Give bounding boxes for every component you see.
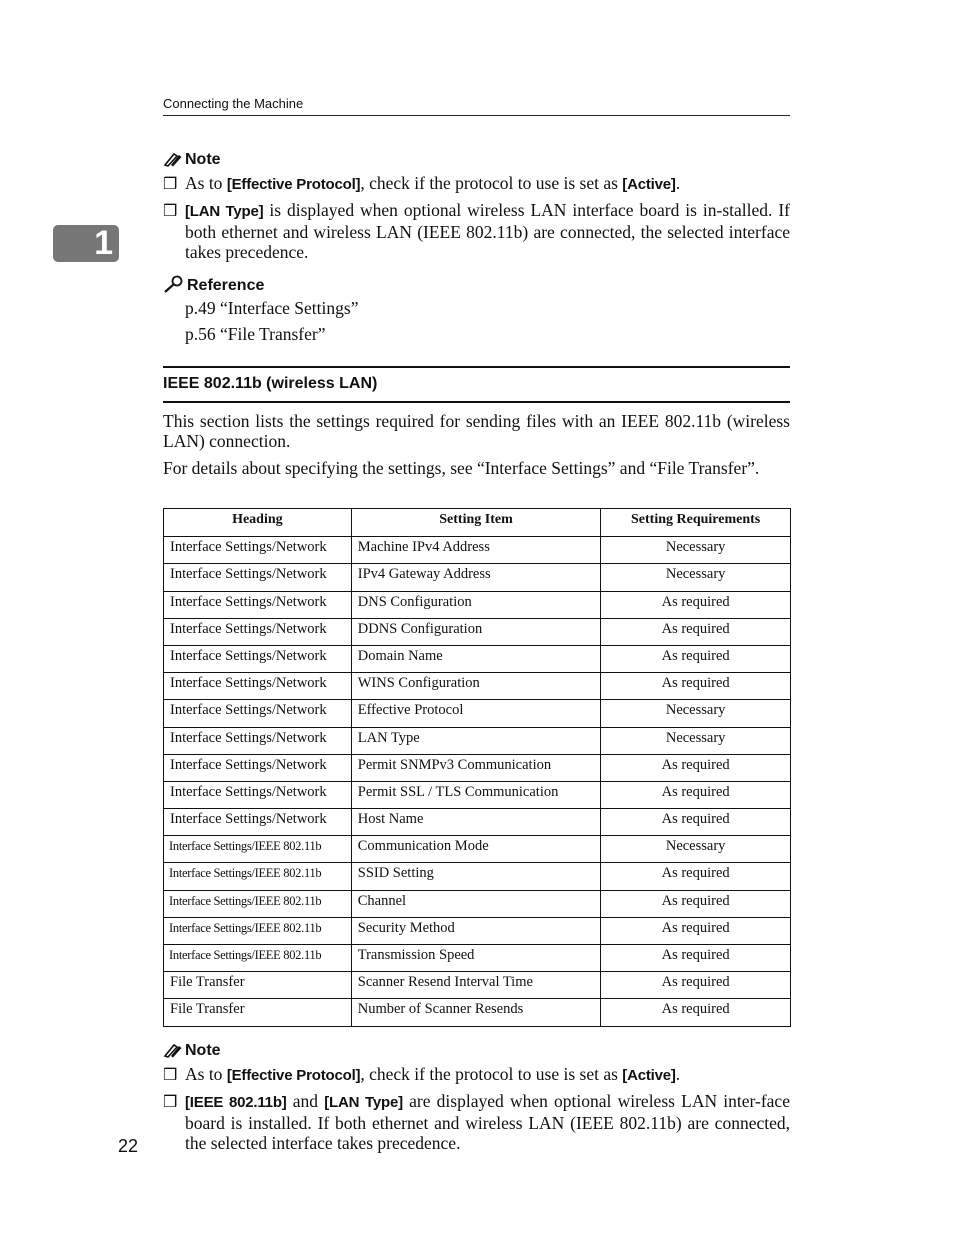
chapter-tab: 1: [53, 225, 119, 262]
table-cell: Transmission Speed: [351, 945, 601, 972]
table-row: [164, 727, 791, 754]
magnifier-reference-icon: [163, 275, 185, 293]
table-row: [164, 781, 791, 808]
table-cell: DNS Configuration: [351, 591, 601, 618]
reference-link[interactable]: p.56 “File Transfer”: [185, 324, 326, 344]
keyword: [LAN Type]: [324, 1094, 403, 1111]
reference-heading-label: Reference: [187, 277, 265, 294]
pencil-note-icon: [163, 1042, 183, 1058]
table-cell: Interface Settings/IEEE 802.11b: [164, 917, 352, 944]
section-paragraph: For details about specifying the settings, see “Interface Settings” and “File Transfer”.: [163, 458, 760, 478]
table-row: [164, 999, 791, 1026]
table-cell: Interface Settings/Network: [164, 591, 352, 618]
table-cell: Interface Settings/Network: [164, 618, 352, 645]
table-row: [164, 917, 791, 944]
table-row: [164, 863, 791, 890]
settings-table: [163, 508, 791, 1027]
table-row: [164, 890, 791, 917]
table-cell: Effective Protocol: [351, 700, 601, 727]
table-cell: As required: [601, 809, 791, 836]
note-bullet: ❒ [IEEE 802.11b] and [LAN Type] are displayed when optional wireless LAN inter-face board is installed. If both ethernet and wireless LAN (IEEE 802.11b) are connected, the selected interface takes precedence.: [163, 1091, 790, 1153]
table-cell: As required: [601, 673, 791, 700]
table-cell: Interface Settings/IEEE 802.11b: [164, 890, 352, 917]
table-cell: LAN Type: [351, 727, 601, 754]
table-cell: Domain Name: [351, 645, 601, 672]
table-cell: As required: [601, 972, 791, 999]
table-row: [164, 673, 791, 700]
keyword: [Effective Protocol]: [226, 1067, 361, 1084]
table-cell: Necessary: [601, 564, 791, 591]
table-cell: Communication Mode: [351, 836, 601, 863]
checkbox-bullet-icon: ❒: [163, 1094, 178, 1111]
table-cell: SSID Setting: [351, 863, 601, 890]
table-cell: Permit SSL / TLS Communication: [351, 781, 601, 808]
pencil-note-icon: [163, 151, 183, 167]
table-cell: As required: [601, 645, 791, 672]
page-number: 22: [118, 1136, 139, 1156]
table-cell: Number of Scanner Resends: [351, 999, 601, 1026]
reference-heading: [163, 275, 264, 295]
keyword: [LAN Type]: [185, 203, 264, 220]
table-cell: DDNS Configuration: [351, 618, 601, 645]
table-row: [164, 537, 791, 564]
table-cell: As required: [601, 945, 791, 972]
table-cell: As required: [601, 754, 791, 781]
reference-link[interactable]: p.49 “Interface Settings”: [185, 298, 359, 318]
table-cell: Necessary: [601, 836, 791, 863]
table-cell: Interface Settings/Network: [164, 781, 352, 808]
table-cell: Permit SNMPv3 Communication: [351, 754, 601, 781]
table-cell: Interface Settings/Network: [164, 727, 352, 754]
table-row: [164, 700, 791, 727]
keyword: [Active]: [622, 1067, 676, 1084]
table-cell: Interface Settings/Network: [164, 537, 352, 564]
table-cell: As required: [601, 890, 791, 917]
table-cell: Interface Settings/Network: [164, 754, 352, 781]
table-cell: IPv4 Gateway Address: [351, 564, 601, 591]
table-cell: Channel: [351, 890, 601, 917]
table-cell: As required: [601, 618, 791, 645]
table-cell: Interface Settings/IEEE 802.11b: [164, 945, 352, 972]
table-cell: Security Method: [351, 917, 601, 944]
table-cell: As required: [601, 591, 791, 618]
table-cell: As required: [601, 863, 791, 890]
table-row: [164, 972, 791, 999]
table-cell: Necessary: [601, 700, 791, 727]
table-cell: Necessary: [601, 537, 791, 564]
note-bullet: ❒ [LAN Type] is displayed when optional wireless LAN interface board is in-stalled. If both ethernet and wireless LAN (IEEE 802.11b) are connected, the selected interface takes precedence.: [163, 200, 790, 262]
table-row: [164, 591, 791, 618]
keyword: [Active]: [622, 176, 676, 193]
table-cell: Interface Settings/Network: [164, 809, 352, 836]
table-cell: WINS Configuration: [351, 673, 601, 700]
column-header: Heading: [164, 509, 352, 537]
table-cell: Scanner Resend Interval Time: [351, 972, 601, 999]
table-cell: Necessary: [601, 727, 791, 754]
table-cell: As required: [601, 917, 791, 944]
column-header: Setting Item: [351, 509, 601, 537]
note-heading: [163, 150, 221, 170]
note-heading-label: Note: [185, 1042, 221, 1059]
note-bullet: ❒ As to [Effective Protocol], check if the protocol to use is set as [Active].: [163, 173, 681, 193]
checkbox-bullet-icon: ❒: [163, 176, 178, 193]
table-row: [164, 618, 791, 645]
table-cell: File Transfer: [164, 972, 352, 999]
column-header: Setting Requirements: [601, 509, 791, 537]
checkbox-bullet-icon: ❒: [163, 203, 178, 220]
section-paragraph: This section lists the settings required for sending files with an IEEE 802.11b (wireless LAN) connection.: [163, 411, 790, 451]
keyword: [IEEE 802.11b]: [185, 1094, 287, 1111]
table-row: [164, 645, 791, 672]
keyword: [Effective Protocol]: [226, 176, 361, 193]
table-cell: Host Name: [351, 809, 601, 836]
table-cell: Interface Settings/Network: [164, 700, 352, 727]
table-row: [164, 945, 791, 972]
table-cell: Interface Settings/Network: [164, 645, 352, 672]
table-row: [164, 809, 791, 836]
table-row: [164, 836, 791, 863]
note-bullet: ❒ As to [Effective Protocol], check if the protocol to use is set as [Active].: [163, 1064, 681, 1084]
table-cell: Interface Settings/Network: [164, 673, 352, 700]
note-heading: [163, 1041, 221, 1061]
table-cell: Interface Settings/IEEE 802.11b: [164, 836, 352, 863]
table-cell: Interface Settings/Network: [164, 564, 352, 591]
table-cell: As required: [601, 781, 791, 808]
running-header-title: Connecting the Machine: [163, 96, 304, 111]
section-rule: [163, 401, 790, 403]
table-cell: File Transfer: [164, 999, 352, 1026]
table-row: [164, 754, 791, 781]
table-cell: As required: [601, 999, 791, 1026]
checkbox-bullet-icon: ❒: [163, 1067, 178, 1084]
table-header-row: [164, 509, 791, 537]
table-cell: Machine IPv4 Address: [351, 537, 601, 564]
note-heading-label: Note: [185, 151, 221, 168]
section-title: IEEE 802.11b (wireless LAN): [163, 375, 378, 392]
running-header: [163, 96, 790, 116]
table-row: [164, 564, 791, 591]
section-rule: [163, 366, 790, 368]
table-cell: Interface Settings/IEEE 802.11b: [164, 863, 352, 890]
